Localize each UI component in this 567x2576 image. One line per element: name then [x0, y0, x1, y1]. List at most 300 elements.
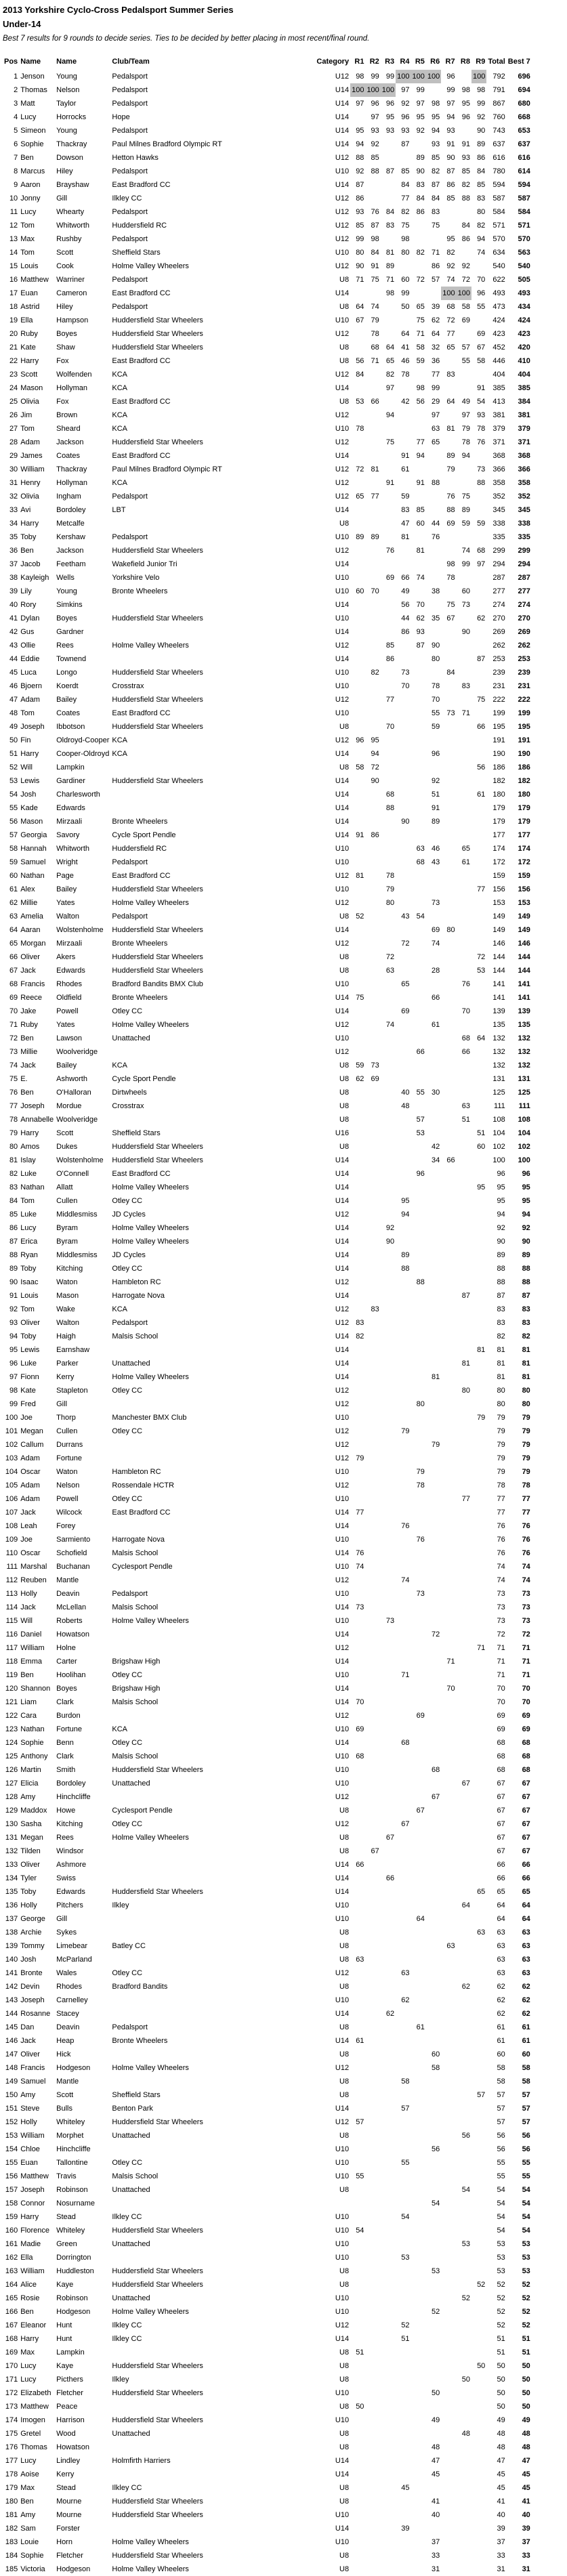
- cell-round-r3: [381, 2400, 396, 2413]
- cell-last-name: Yates: [56, 1020, 75, 1029]
- cell-round-r2: [365, 1574, 380, 1587]
- cell-round-r6: [426, 1492, 441, 1506]
- cell-club: Unattached: [112, 2429, 150, 2438]
- cell-total: 92: [497, 1223, 505, 1232]
- col-header-r7: R7: [445, 57, 455, 66]
- cell-round-r2: [365, 1695, 380, 1709]
- cell-best7: 65: [522, 1887, 530, 1896]
- table-row: [3, 679, 532, 693]
- cell-last-name: Ashmore: [56, 1860, 87, 1869]
- cell-best7: 41: [522, 2497, 530, 2506]
- cell-total: 70: [497, 1684, 505, 1693]
- cell-category: U10: [335, 1914, 350, 1923]
- cell-pos: 149: [5, 2077, 18, 2086]
- cell-pos: 172: [5, 2388, 18, 2397]
- cell-round-r3: [381, 666, 396, 679]
- cell-total: 299: [492, 546, 505, 555]
- table-row: [3, 2021, 532, 2034]
- cell-best7: 52: [522, 2321, 530, 2329]
- cell-round-r2: [365, 178, 380, 192]
- cell-category: U10: [335, 573, 350, 582]
- col-header-r6: R6: [430, 57, 440, 66]
- cell-total: 67: [497, 1833, 505, 1842]
- table-row: [3, 1099, 532, 1113]
- cell-first-name: Nathan: [20, 1183, 45, 1191]
- cell-category: U14: [335, 2470, 350, 2478]
- cell-total: 68: [497, 1738, 505, 1747]
- cell-pos: 99: [9, 1399, 18, 1408]
- cell-club: Unattached: [112, 1359, 150, 1368]
- cell-round-r1: 84: [356, 370, 364, 379]
- cell-first-name: Joseph: [20, 2185, 45, 2194]
- cell-round-r5: [411, 2508, 426, 2522]
- cell-last-name: Akers: [56, 952, 76, 961]
- cell-total: 67: [497, 1792, 505, 1801]
- cell-round-r3: [381, 1140, 396, 1154]
- cell-round-r7: [441, 652, 456, 666]
- cell-round-r8: [457, 1316, 471, 1330]
- cell-round-r2: 75: [371, 275, 379, 284]
- table-row: [3, 1872, 532, 1885]
- cell-round-r4: 42: [401, 397, 410, 406]
- cell-last-name: Woolveridge: [56, 1115, 98, 1124]
- cell-round-r9: [471, 585, 486, 598]
- cell-round-r5: 97: [416, 99, 425, 108]
- cell-category: U8: [339, 2429, 350, 2438]
- cell-category: U14: [335, 817, 350, 826]
- cell-best7: 104: [518, 1128, 530, 1137]
- cell-round-r9: 93: [477, 410, 486, 419]
- cell-round-r9: [471, 706, 486, 720]
- cell-round-r2: 98: [371, 234, 379, 243]
- cell-round-r1: 89: [356, 532, 364, 541]
- cell-total: 57: [497, 2117, 505, 2126]
- cell-last-name: Hunt: [56, 2321, 72, 2329]
- cell-category: U14: [335, 925, 350, 934]
- cell-round-r4: [396, 1479, 411, 1492]
- cell-round-r7: [441, 1790, 456, 1804]
- cell-round-r2: 70: [371, 587, 379, 595]
- table-row: [3, 2319, 532, 2332]
- cell-round-r2: [365, 2007, 380, 2021]
- cell-round-r3: [381, 1763, 396, 1777]
- cell-club: Otley CC: [112, 1968, 143, 1977]
- cell-round-r9: [471, 314, 486, 327]
- cell-first-name: Tom: [20, 709, 35, 717]
- cell-club: Paul Milnes Bradford Olympic RT: [112, 140, 222, 148]
- cell-round-r7: 89: [446, 451, 455, 460]
- cell-best7: 352: [518, 492, 530, 501]
- cell-category: U12: [335, 1968, 350, 1977]
- cell-total: 81: [497, 1359, 505, 1368]
- cell-round-r7: [441, 1059, 456, 1072]
- table-row: [3, 1397, 532, 1411]
- cell-first-name: Jack: [20, 1508, 36, 1517]
- cell-round-r5: [411, 828, 426, 842]
- cell-round-r1: [350, 1045, 365, 1059]
- cell-last-name: Oldfield: [56, 993, 82, 1002]
- cell-round-r1: [350, 1844, 365, 1858]
- cell-last-name: Boyes: [56, 329, 77, 338]
- cell-pos: 40: [9, 600, 18, 609]
- cell-total: 156: [492, 885, 505, 893]
- cell-club: Ilkley CC: [112, 2212, 142, 2221]
- cell-total: 50: [497, 2361, 505, 2370]
- cell-round-r4: 54: [401, 2212, 410, 2221]
- cell-round-r9: [471, 503, 486, 517]
- cell-round-r5: 90: [416, 167, 425, 175]
- cell-pos: 70: [9, 1007, 18, 1015]
- cell-round-r5: 100: [411, 70, 426, 83]
- cell-round-r1: [350, 1641, 365, 1655]
- cell-category: U8: [339, 519, 350, 528]
- cell-first-name: Ruby: [20, 329, 38, 338]
- cell-category: U12: [335, 438, 350, 446]
- cell-best7: 73: [522, 1616, 530, 1625]
- cell-club: Benton Park: [112, 2104, 153, 2113]
- cell-club: Malsis School: [112, 1752, 159, 1760]
- cell-total: 366: [492, 465, 505, 473]
- cell-first-name: Aoise: [20, 2470, 39, 2478]
- cell-club: Ilkley CC: [112, 2321, 142, 2329]
- cell-round-r9: 67: [477, 343, 486, 352]
- cell-round-r2: [365, 1343, 380, 1357]
- cell-round-r8: [457, 530, 471, 544]
- table-row: [3, 1384, 532, 1397]
- cell-last-name: Cullen: [56, 1196, 78, 1205]
- cell-last-name: Kershaw: [56, 532, 85, 541]
- cell-round-r8: [457, 612, 471, 625]
- table-row: [3, 1858, 532, 1872]
- cell-club: Cycle Sport Pendle: [112, 1074, 176, 1083]
- cell-total: 186: [492, 763, 505, 772]
- cell-best7: 571: [518, 221, 530, 230]
- cell-best7: 94: [522, 1210, 530, 1219]
- cell-round-r9: 64: [477, 1034, 486, 1042]
- cell-round-r5: [411, 2088, 426, 2102]
- cell-pos: 146: [5, 2036, 18, 2045]
- cell-best7: 195: [518, 722, 530, 731]
- cell-total: 141: [492, 993, 505, 1002]
- cell-round-r9: [471, 1804, 486, 1817]
- cell-round-r6: 91: [431, 803, 440, 812]
- cell-first-name: Fionn: [20, 1372, 39, 1381]
- cell-club: Sheffield Stars: [112, 1128, 161, 1137]
- cell-round-r3: 73: [385, 1616, 395, 1625]
- cell-round-r9: [471, 1628, 486, 1641]
- cell-first-name: Ryan: [20, 1250, 38, 1259]
- cell-round-r1: [350, 2413, 365, 2427]
- cell-round-r8: [457, 2441, 471, 2454]
- cell-last-name: Edwards: [56, 803, 85, 812]
- cell-round-r8: 83: [461, 681, 470, 690]
- cell-round-r9: [471, 666, 486, 679]
- cell-best7: 71: [522, 1657, 530, 1666]
- cell-total: 64: [497, 1914, 505, 1923]
- cell-round-r7: [441, 2021, 456, 2034]
- cell-round-r8: [457, 1479, 471, 1492]
- cell-first-name: Ben: [20, 546, 34, 555]
- cell-round-r6: 61: [431, 1020, 440, 1029]
- cell-category: U12: [335, 1427, 350, 1435]
- cell-category: U14: [335, 1169, 350, 1178]
- cell-round-r5: [411, 1736, 426, 1750]
- cell-first-name: Amy: [20, 2090, 36, 2099]
- cell-pos: 6: [14, 140, 18, 148]
- cell-round-r1: [350, 2292, 365, 2305]
- cell-round-r9: [471, 2170, 486, 2183]
- cell-club: JD Cycles: [112, 1250, 146, 1259]
- cell-round-r4: [396, 950, 411, 964]
- cell-round-r4: [396, 1790, 411, 1804]
- table-row: [3, 1221, 532, 1235]
- cell-round-r6: [426, 1181, 441, 1194]
- cell-round-r1: [350, 774, 365, 788]
- cell-club: Otley CC: [112, 1386, 143, 1395]
- cell-round-r7: [441, 991, 456, 1005]
- cell-round-r3: [381, 1641, 396, 1655]
- cell-total: 79: [497, 1440, 505, 1449]
- cell-category: U10: [335, 2239, 350, 2248]
- cell-round-r8: [457, 1736, 471, 1750]
- cell-round-r7: [441, 2156, 456, 2170]
- cell-club: Crosstrax: [112, 1101, 144, 1110]
- cell-round-r4: 77: [401, 194, 410, 203]
- cell-round-r6: 50: [431, 2388, 440, 2397]
- cell-first-name: Luca: [20, 668, 37, 677]
- cell-round-r5: [411, 2305, 426, 2319]
- cell-round-r3: [381, 192, 396, 205]
- cell-round-r4: [396, 2292, 411, 2305]
- cell-total: 47: [497, 2456, 505, 2465]
- cell-first-name: George: [20, 1914, 45, 1923]
- cell-round-r8: [457, 1370, 471, 1384]
- cell-round-r1: [350, 2319, 365, 2332]
- cell-round-r8: [457, 2251, 471, 2264]
- cell-round-r7: [441, 2183, 456, 2197]
- cell-round-r5: 84: [416, 194, 425, 203]
- cell-first-name: Adam: [20, 1454, 40, 1462]
- cell-best7: 131: [518, 1074, 530, 1083]
- cell-pos: 38: [9, 573, 18, 582]
- cell-pos: 42: [9, 627, 18, 636]
- cell-round-r3: [381, 490, 396, 503]
- col-header-r9: R9: [476, 57, 486, 66]
- table-row: [3, 1113, 532, 1126]
- cell-round-r2: [365, 2535, 380, 2549]
- cell-round-r5: 80: [416, 1399, 425, 1408]
- cell-round-r6: 93: [431, 140, 440, 148]
- cell-pos: 8: [14, 167, 18, 175]
- cell-round-r6: [426, 950, 441, 964]
- cell-category: U14: [335, 2456, 350, 2465]
- cell-last-name: Whitworth: [56, 844, 90, 853]
- cell-total: 94: [497, 1210, 505, 1219]
- cell-round-r1: [350, 408, 365, 422]
- cell-total: 79: [497, 1467, 505, 1476]
- cell-round-r6: [426, 2156, 441, 2170]
- cell-pos: 115: [5, 1616, 18, 1625]
- cell-round-r1: [350, 1113, 365, 1126]
- cell-round-r1: [350, 1343, 365, 1357]
- cell-last-name: Whitworth: [56, 221, 90, 230]
- cell-best7: 47: [522, 2456, 530, 2465]
- cell-round-r5: [411, 950, 426, 964]
- table-row: [3, 1018, 532, 1032]
- cell-round-r8: [457, 2061, 471, 2075]
- cell-round-r7: [441, 1668, 456, 1682]
- table-row: [3, 2088, 532, 2102]
- cell-club: Huddersfield Star Wheelers: [112, 885, 203, 893]
- cell-first-name: Maddox: [20, 1806, 47, 1815]
- table-row: [3, 1181, 532, 1194]
- cell-round-r7: 65: [446, 343, 455, 352]
- cell-total: 67: [497, 1846, 505, 1855]
- cell-club: KCA: [112, 424, 128, 433]
- cell-round-r4: [396, 1655, 411, 1668]
- cell-best7: 60: [522, 2050, 530, 2058]
- cell-round-r5: 78: [416, 1481, 425, 1490]
- cell-round-r2: [365, 1045, 380, 1059]
- cell-last-name: Longo: [56, 668, 77, 677]
- cell-round-r4: 91: [401, 451, 410, 460]
- cell-pos: 32: [9, 492, 18, 501]
- cell-round-r5: [411, 1723, 426, 1736]
- cell-round-r3: [381, 1465, 396, 1479]
- cell-round-r5: [411, 2278, 426, 2292]
- cell-round-r7: [441, 1844, 456, 1858]
- cell-round-r1: [350, 679, 365, 693]
- cell-category: U14: [335, 776, 350, 785]
- cell-round-r1: [350, 1411, 365, 1424]
- cell-best7: 614: [518, 167, 530, 175]
- cell-category: U10: [335, 1725, 350, 1733]
- cell-round-r7: [441, 1330, 456, 1343]
- cell-best7: 174: [518, 844, 530, 853]
- cell-round-r7: [441, 2292, 456, 2305]
- cell-last-name: Ibbotson: [56, 722, 85, 731]
- cell-round-r7: [441, 1208, 456, 1221]
- cell-last-name: Mirzaali: [56, 939, 83, 948]
- cell-best7: 179: [518, 817, 530, 826]
- cell-round-r7: 71: [446, 1657, 455, 1666]
- cell-round-r5: [411, 2251, 426, 2264]
- cell-round-r3: 68: [385, 790, 395, 799]
- cell-round-r5: [411, 1750, 426, 1763]
- cell-round-r7: [441, 1438, 456, 1452]
- cell-round-r5: [411, 1005, 426, 1018]
- cell-round-r2: [365, 639, 380, 652]
- cell-round-r5: 75: [416, 316, 425, 324]
- cell-round-r3: [381, 1262, 396, 1275]
- cell-last-name: Carnelley: [56, 1996, 88, 2004]
- table-row: [3, 761, 532, 774]
- cell-round-r1: 92: [356, 167, 364, 175]
- cell-best7: 434: [518, 302, 530, 311]
- cell-category: U10: [335, 1589, 350, 1598]
- cell-round-r7: [441, 2048, 456, 2061]
- cell-round-r9: [471, 896, 486, 910]
- table-row: [3, 1912, 532, 1926]
- cell-round-r1: [350, 2007, 365, 2021]
- cell-round-r3: [381, 2495, 396, 2508]
- cell-round-r4: [396, 1126, 411, 1140]
- cell-round-r7: 96: [446, 72, 455, 81]
- cell-category: U10: [335, 248, 350, 257]
- cell-round-r6: 84: [431, 194, 440, 203]
- cell-round-r8: [457, 1763, 471, 1777]
- cell-category: U10: [335, 858, 350, 866]
- col-header-best7: Best 7: [507, 57, 530, 66]
- cell-round-r4: [396, 2048, 411, 2061]
- cell-round-r7: [441, 869, 456, 883]
- cell-pos: 139: [5, 1941, 18, 1950]
- cell-round-r3: [381, 2508, 396, 2522]
- cell-round-r9: [471, 1154, 486, 1167]
- cell-round-r5: [411, 1546, 426, 1560]
- cell-round-r6: [426, 1316, 441, 1330]
- cell-round-r8: [457, 1126, 471, 1140]
- table-row: [3, 1533, 532, 1546]
- cell-round-r5: 88: [416, 1278, 425, 1286]
- cell-first-name: Harry: [20, 1128, 39, 1137]
- cell-round-r2: [365, 964, 380, 977]
- cell-club: Manchester BMX Club: [112, 1413, 187, 1422]
- cell-round-r7: [441, 1235, 456, 1248]
- cell-last-name: Feetham: [56, 559, 86, 568]
- cell-round-r7: [441, 2305, 456, 2319]
- cell-round-r6: [426, 666, 441, 679]
- cell-round-r9: [471, 2535, 486, 2549]
- cell-round-r7: [441, 1519, 456, 1533]
- cell-club: Bradford Bandits BMX Club: [112, 979, 203, 988]
- cell-round-r1: [350, 1519, 365, 1533]
- cell-round-r9: [471, 1966, 486, 1980]
- table-row: [3, 910, 532, 923]
- cell-first-name: Adam: [20, 1494, 40, 1503]
- cell-first-name: Louis: [20, 261, 39, 270]
- cell-round-r1: 98: [356, 72, 364, 81]
- cell-pos: 51: [9, 749, 18, 758]
- cell-best7: 335: [518, 532, 530, 541]
- cell-last-name: Fortune: [56, 1454, 83, 1462]
- cell-round-r7: [441, 1872, 456, 1885]
- cell-category: U14: [335, 627, 350, 636]
- table-row: [3, 1641, 532, 1655]
- cell-category: U10: [335, 844, 350, 853]
- cell-category: U14: [335, 2009, 350, 2018]
- cell-round-r9: [471, 2075, 486, 2088]
- cell-round-r4: [396, 1397, 411, 1411]
- cell-round-r2: [365, 476, 380, 490]
- cell-club: Huddersfield Star Wheelers: [112, 2551, 203, 2560]
- cell-pos: 33: [9, 505, 18, 514]
- cell-total: 104: [492, 1128, 505, 1137]
- cell-first-name: Will: [20, 763, 33, 772]
- cell-round-r9: 65: [477, 1887, 486, 1896]
- table-row: [3, 2468, 532, 2481]
- cell-round-r7: [441, 1465, 456, 1479]
- cell-first-name: Tom: [20, 248, 35, 257]
- cell-best7: 58: [522, 2063, 530, 2072]
- cell-best7: 149: [518, 925, 530, 934]
- cell-round-r3: 96: [385, 99, 395, 108]
- cell-round-r9: 86: [477, 153, 486, 162]
- cell-round-r8: 74: [461, 546, 470, 555]
- cell-best7: 637: [518, 140, 530, 148]
- cell-round-r4: [396, 747, 411, 761]
- cell-best7: 384: [518, 397, 530, 406]
